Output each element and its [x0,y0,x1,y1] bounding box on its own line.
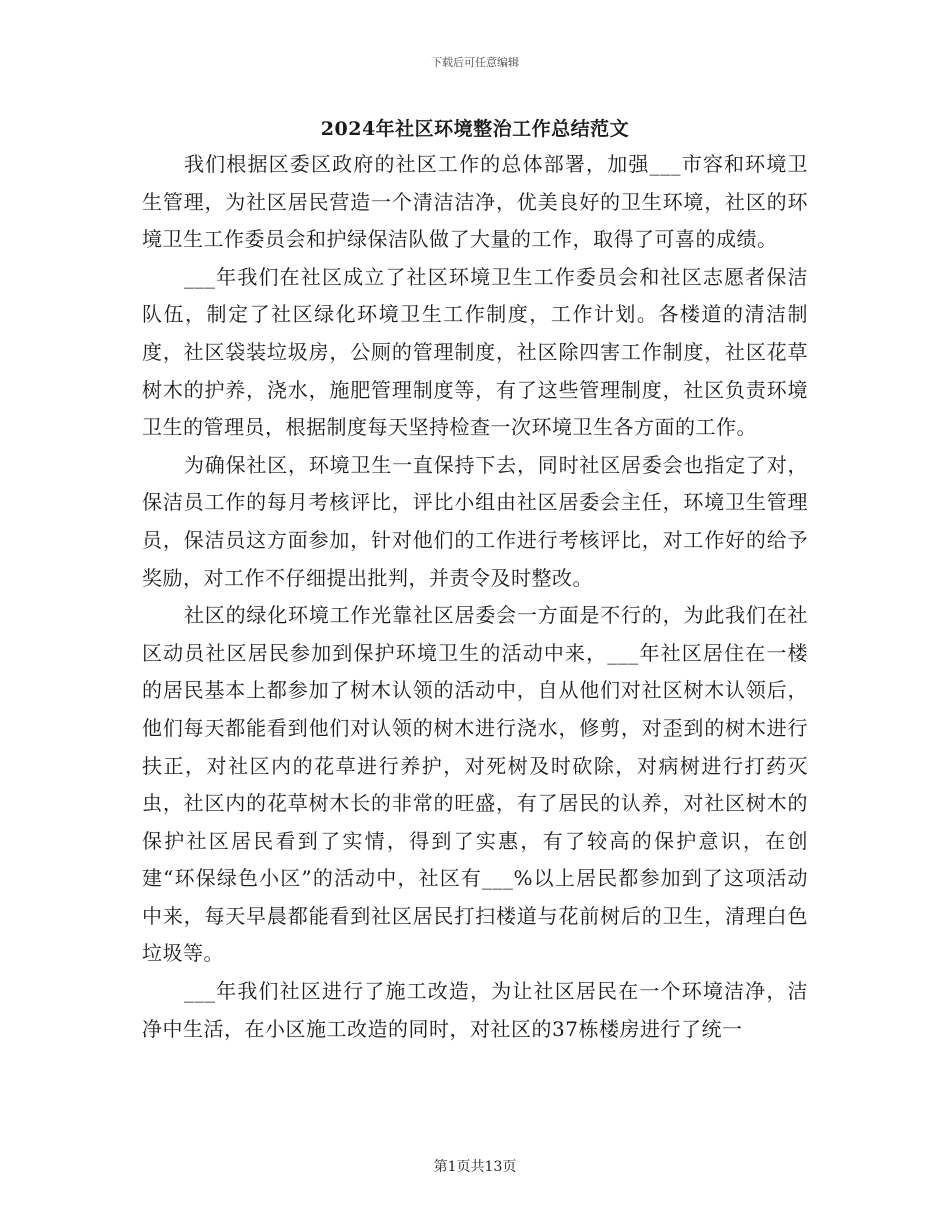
page-number: 第1页共13页 [433,1159,517,1175]
document-body [142,146,808,1048]
paragraph-3: 为确保社区，环境卫生一直保持下去，同时社区居委会也指定了对，保洁员工作的每月考核评比，评比小组由社区居委会主任，环境卫生管理员，保洁员这方面参加，针对他们的工作进行考核评比，对工作好的给予奖励，对工作不仔细提出批判，并责令及时整改。 [142,452,808,590]
paragraph-5: ___年我们社区进行了施工改造，为让社区居民在一个环境洁净，洁净中生活，在小区施工改造的同时，对社区的37栋楼房进行了统一 [142,979,808,1041]
page-header-note: 下载后可任意编辑 [431,56,519,69]
paragraph-4: 社区的绿化环境工作光靠社区居委会一方面是不行的，为此我们在社区动员社区居民参加到保护环境卫生的活动中来，___年社区居住在一楼的居民基本上都参加了树木认领的活动中，自从他们对社区树木认领后，他们每天都能看到他们对认领的树木进行浇水，修剪，对歪到的树木进行扶正，对社区内的花草进行养护，对死树及时砍除，对病树进行打药灭虫，社区内的花草树木长的非常的旺盛，有了居民的认养，对社区树木的保护社区居民看到了实情，得到了实惠，有了较高的保护意识，在创建“环保绿色小区”的活动中，社区有___%以上居民都参加到了这项活动中来，每天早晨都能看到社区居民打扫楼道与花前树后的卫生，清理白色垃圾等。 [142,603,808,966]
paragraph-1: 我们根据区委区政府的社区工作的总体部署，加强___市容和环境卫生管理，为社区居民营造一个清洁洁净，优美良好的卫生环境，社区的环境卫生工作委员会和护绿保洁队做了大量的工作，取得了可喜的成绩。 [142,152,808,252]
paragraph-2: ___年我们在社区成立了社区环境卫生工作委员会和社区志愿者保洁队伍，制定了社区绿化环境卫生工作制度，工作计划。各楼道的清洁制度，社区袋装垃圾房，公厕的管理制度，社区除四害工作制度，社区花草树木的护养，浇水，施肥管理制度等，有了这些管理制度，社区负责环境卫生的管理员，根据制度每天坚持检查一次环境卫生各方面的工作。 [142,264,808,440]
document-title: 2024年社区环境整治工作总结范文 [320,118,630,140]
